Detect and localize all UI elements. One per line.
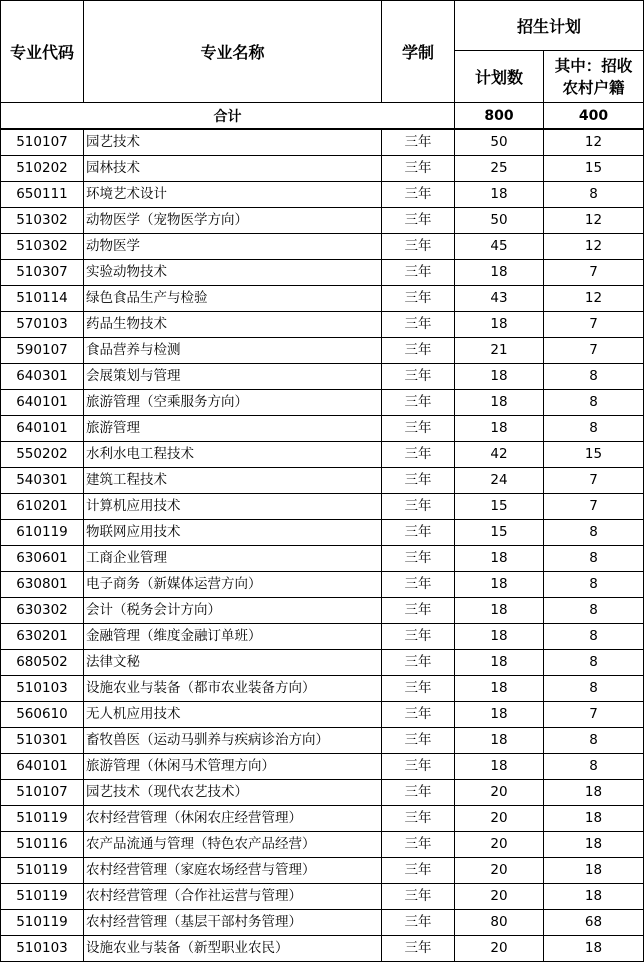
cell-duration: 三年 bbox=[382, 754, 455, 780]
table-row bbox=[1, 468, 644, 494]
cell-plan: 24 bbox=[455, 468, 544, 494]
cell-rural: 18 bbox=[544, 884, 644, 910]
cell-name: 农村经营管理（基层干部村务管理） bbox=[84, 910, 382, 936]
cell-duration: 三年 bbox=[382, 208, 455, 234]
cell-plan: 18 bbox=[455, 754, 544, 780]
cell-name: 环境艺术设计 bbox=[84, 182, 382, 208]
cell-name: 农村经营管理（休闲农庄经营管理） bbox=[84, 806, 382, 832]
cell-plan: 50 bbox=[455, 208, 544, 234]
cell-name: 法律文秘 bbox=[84, 650, 382, 676]
header-duration: 学制 bbox=[382, 1, 455, 103]
cell-code: 650111 bbox=[1, 182, 84, 208]
cell-code: 510302 bbox=[1, 208, 84, 234]
table-row bbox=[1, 624, 644, 650]
cell-plan: 18 bbox=[455, 390, 544, 416]
cell-rural: 8 bbox=[544, 754, 644, 780]
cell-duration: 三年 bbox=[382, 624, 455, 650]
cell-plan: 18 bbox=[455, 676, 544, 702]
cell-rural: 8 bbox=[544, 598, 644, 624]
cell-rural: 8 bbox=[544, 182, 644, 208]
cell-code: 610119 bbox=[1, 520, 84, 546]
table-row bbox=[1, 182, 644, 208]
cell-plan: 20 bbox=[455, 884, 544, 910]
cell-plan: 20 bbox=[455, 858, 544, 884]
table-row bbox=[1, 129, 644, 156]
cell-plan: 18 bbox=[455, 182, 544, 208]
table-row bbox=[1, 234, 644, 260]
cell-duration: 三年 bbox=[382, 129, 455, 156]
cell-name: 会计（税务会计方向） bbox=[84, 598, 382, 624]
cell-duration: 三年 bbox=[382, 364, 455, 390]
cell-rural: 18 bbox=[544, 936, 644, 962]
cell-plan: 25 bbox=[455, 156, 544, 182]
cell-name: 电子商务（新媒体运营方向） bbox=[84, 572, 382, 598]
header-plan-group: 招生计划 bbox=[455, 1, 644, 51]
cell-duration: 三年 bbox=[382, 910, 455, 936]
cell-duration: 三年 bbox=[382, 234, 455, 260]
cell-rural: 8 bbox=[544, 546, 644, 572]
cell-name: 农村经营管理（合作社运营与管理） bbox=[84, 884, 382, 910]
cell-name: 计算机应用技术 bbox=[84, 494, 382, 520]
cell-name: 园林技术 bbox=[84, 156, 382, 182]
cell-rural: 12 bbox=[544, 129, 644, 156]
cell-rural: 68 bbox=[544, 910, 644, 936]
cell-name: 旅游管理 bbox=[84, 416, 382, 442]
cell-name: 旅游管理（空乘服务方向） bbox=[84, 390, 382, 416]
cell-code: 640301 bbox=[1, 364, 84, 390]
cell-name: 金融管理（维度金融订单班） bbox=[84, 624, 382, 650]
cell-plan: 18 bbox=[455, 416, 544, 442]
cell-rural: 8 bbox=[544, 572, 644, 598]
cell-plan: 18 bbox=[455, 598, 544, 624]
cell-plan: 15 bbox=[455, 494, 544, 520]
cell-rural: 8 bbox=[544, 364, 644, 390]
cell-duration: 三年 bbox=[382, 520, 455, 546]
cell-code: 550202 bbox=[1, 442, 84, 468]
table-row bbox=[1, 936, 644, 962]
cell-plan: 18 bbox=[455, 728, 544, 754]
cell-plan: 20 bbox=[455, 936, 544, 962]
cell-duration: 三年 bbox=[382, 676, 455, 702]
cell-code: 510107 bbox=[1, 780, 84, 806]
cell-rural: 18 bbox=[544, 858, 644, 884]
cell-rural: 18 bbox=[544, 780, 644, 806]
cell-code: 510114 bbox=[1, 286, 84, 312]
cell-duration: 三年 bbox=[382, 780, 455, 806]
cell-plan: 18 bbox=[455, 572, 544, 598]
cell-rural: 18 bbox=[544, 832, 644, 858]
cell-duration: 三年 bbox=[382, 728, 455, 754]
cell-code: 560610 bbox=[1, 702, 84, 728]
cell-code: 510103 bbox=[1, 936, 84, 962]
cell-code: 630601 bbox=[1, 546, 84, 572]
cell-plan: 42 bbox=[455, 442, 544, 468]
cell-name: 园艺技术（现代农艺技术） bbox=[84, 780, 382, 806]
table-row bbox=[1, 364, 644, 390]
table-row bbox=[1, 728, 644, 754]
cell-rural: 12 bbox=[544, 234, 644, 260]
cell-rural: 8 bbox=[544, 390, 644, 416]
cell-rural: 8 bbox=[544, 624, 644, 650]
cell-code: 510202 bbox=[1, 156, 84, 182]
cell-plan: 50 bbox=[455, 129, 544, 156]
cell-code: 680502 bbox=[1, 650, 84, 676]
cell-duration: 三年 bbox=[382, 884, 455, 910]
cell-name: 畜牧兽医（运动马驯养与疾病诊治方向） bbox=[84, 728, 382, 754]
cell-name: 设施农业与装备（都市农业装备方向） bbox=[84, 676, 382, 702]
cell-name: 会展策划与管理 bbox=[84, 364, 382, 390]
cell-name: 水利水电工程技术 bbox=[84, 442, 382, 468]
table-row bbox=[1, 910, 644, 936]
cell-duration: 三年 bbox=[382, 182, 455, 208]
cell-plan: 80 bbox=[455, 910, 544, 936]
cell-duration: 三年 bbox=[382, 702, 455, 728]
cell-duration: 三年 bbox=[382, 260, 455, 286]
cell-plan: 18 bbox=[455, 624, 544, 650]
cell-name: 食品营养与检测 bbox=[84, 338, 382, 364]
cell-code: 640101 bbox=[1, 390, 84, 416]
cell-code: 640101 bbox=[1, 754, 84, 780]
cell-duration: 三年 bbox=[382, 338, 455, 364]
cell-duration: 三年 bbox=[382, 468, 455, 494]
table-row bbox=[1, 286, 644, 312]
cell-name: 物联网应用技术 bbox=[84, 520, 382, 546]
cell-plan: 20 bbox=[455, 806, 544, 832]
table-row bbox=[1, 416, 644, 442]
cell-name: 实验动物技术 bbox=[84, 260, 382, 286]
header-plan-count: 计划数 bbox=[455, 51, 544, 103]
cell-rural: 12 bbox=[544, 286, 644, 312]
cell-plan: 43 bbox=[455, 286, 544, 312]
table-row bbox=[1, 832, 644, 858]
cell-name: 旅游管理（休闲马术管理方向） bbox=[84, 754, 382, 780]
table-row bbox=[1, 338, 644, 364]
header-code: 专业代码 bbox=[1, 1, 84, 103]
cell-code: 570103 bbox=[1, 312, 84, 338]
cell-rural: 18 bbox=[544, 806, 644, 832]
cell-code: 540301 bbox=[1, 468, 84, 494]
total-label: 合计 bbox=[1, 103, 455, 130]
table-row bbox=[1, 208, 644, 234]
cell-plan: 18 bbox=[455, 260, 544, 286]
cell-duration: 三年 bbox=[382, 546, 455, 572]
cell-duration: 三年 bbox=[382, 286, 455, 312]
table-row bbox=[1, 390, 644, 416]
cell-rural: 7 bbox=[544, 260, 644, 286]
cell-duration: 三年 bbox=[382, 312, 455, 338]
table-row bbox=[1, 598, 644, 624]
cell-code: 510301 bbox=[1, 728, 84, 754]
table-row bbox=[1, 546, 644, 572]
cell-duration: 三年 bbox=[382, 442, 455, 468]
header-rural bbox=[544, 51, 644, 103]
cell-name: 动物医学（宠物医学方向） bbox=[84, 208, 382, 234]
table-row bbox=[1, 702, 644, 728]
cell-code: 630302 bbox=[1, 598, 84, 624]
cell-duration: 三年 bbox=[382, 650, 455, 676]
cell-plan: 18 bbox=[455, 364, 544, 390]
cell-duration: 三年 bbox=[382, 806, 455, 832]
cell-duration: 三年 bbox=[382, 598, 455, 624]
cell-code: 510302 bbox=[1, 234, 84, 260]
table-row bbox=[1, 494, 644, 520]
cell-rural: 12 bbox=[544, 208, 644, 234]
table-row bbox=[1, 520, 644, 546]
cell-code: 510107 bbox=[1, 129, 84, 156]
cell-plan: 45 bbox=[455, 234, 544, 260]
cell-plan: 18 bbox=[455, 702, 544, 728]
cell-code: 510119 bbox=[1, 884, 84, 910]
cell-rural: 7 bbox=[544, 702, 644, 728]
table-row bbox=[1, 676, 644, 702]
cell-name: 园艺技术 bbox=[84, 129, 382, 156]
table-row bbox=[1, 260, 644, 286]
cell-duration: 三年 bbox=[382, 936, 455, 962]
cell-name: 工商企业管理 bbox=[84, 546, 382, 572]
table-row bbox=[1, 780, 644, 806]
total-plan: 800 bbox=[455, 103, 544, 130]
cell-plan: 21 bbox=[455, 338, 544, 364]
cell-code: 510119 bbox=[1, 858, 84, 884]
cell-plan: 18 bbox=[455, 312, 544, 338]
cell-code: 510103 bbox=[1, 676, 84, 702]
cell-duration: 三年 bbox=[382, 494, 455, 520]
cell-duration: 三年 bbox=[382, 416, 455, 442]
cell-name: 农产品流通与管理（特色农产品经营） bbox=[84, 832, 382, 858]
cell-code: 510119 bbox=[1, 910, 84, 936]
cell-rural: 7 bbox=[544, 494, 644, 520]
table-row bbox=[1, 312, 644, 338]
total-row bbox=[1, 103, 644, 130]
cell-name: 绿色食品生产与检验 bbox=[84, 286, 382, 312]
cell-duration: 三年 bbox=[382, 572, 455, 598]
cell-duration: 三年 bbox=[382, 156, 455, 182]
cell-duration: 三年 bbox=[382, 832, 455, 858]
cell-rural: 7 bbox=[544, 312, 644, 338]
header-name: 专业名称 bbox=[84, 1, 382, 103]
cell-rural: 15 bbox=[544, 156, 644, 182]
cell-rural: 8 bbox=[544, 416, 644, 442]
cell-code: 510116 bbox=[1, 832, 84, 858]
cell-plan: 18 bbox=[455, 546, 544, 572]
cell-name: 建筑工程技术 bbox=[84, 468, 382, 494]
cell-rural: 8 bbox=[544, 650, 644, 676]
cell-rural: 7 bbox=[544, 338, 644, 364]
cell-code: 630201 bbox=[1, 624, 84, 650]
cell-plan: 20 bbox=[455, 780, 544, 806]
table-row bbox=[1, 156, 644, 182]
cell-rural: 8 bbox=[544, 676, 644, 702]
table-row bbox=[1, 884, 644, 910]
cell-name: 农村经营管理（家庭农场经营与管理） bbox=[84, 858, 382, 884]
cell-plan: 18 bbox=[455, 650, 544, 676]
table-row bbox=[1, 858, 644, 884]
cell-duration: 三年 bbox=[382, 390, 455, 416]
table-row bbox=[1, 650, 644, 676]
table-row bbox=[1, 754, 644, 780]
cell-code: 630801 bbox=[1, 572, 84, 598]
cell-code: 510119 bbox=[1, 806, 84, 832]
cell-code: 640101 bbox=[1, 416, 84, 442]
cell-name: 设施农业与装备（新型职业农民） bbox=[84, 936, 382, 962]
cell-duration: 三年 bbox=[382, 858, 455, 884]
header-rural-line2: 农村户籍 bbox=[562, 78, 625, 97]
cell-code: 590107 bbox=[1, 338, 84, 364]
cell-rural: 15 bbox=[544, 442, 644, 468]
cell-rural: 7 bbox=[544, 468, 644, 494]
header-rural-line1: 其中：招收 bbox=[554, 56, 633, 75]
cell-plan: 20 bbox=[455, 832, 544, 858]
table-row bbox=[1, 572, 644, 598]
table-row bbox=[1, 442, 644, 468]
cell-code: 610201 bbox=[1, 494, 84, 520]
total-rural: 400 bbox=[544, 103, 644, 130]
cell-name: 药品生物技术 bbox=[84, 312, 382, 338]
cell-code: 510307 bbox=[1, 260, 84, 286]
table-row bbox=[1, 806, 644, 832]
cell-rural: 8 bbox=[544, 728, 644, 754]
cell-name: 无人机应用技术 bbox=[84, 702, 382, 728]
cell-name: 动物医学 bbox=[84, 234, 382, 260]
cell-plan: 15 bbox=[455, 520, 544, 546]
cell-rural: 8 bbox=[544, 520, 644, 546]
